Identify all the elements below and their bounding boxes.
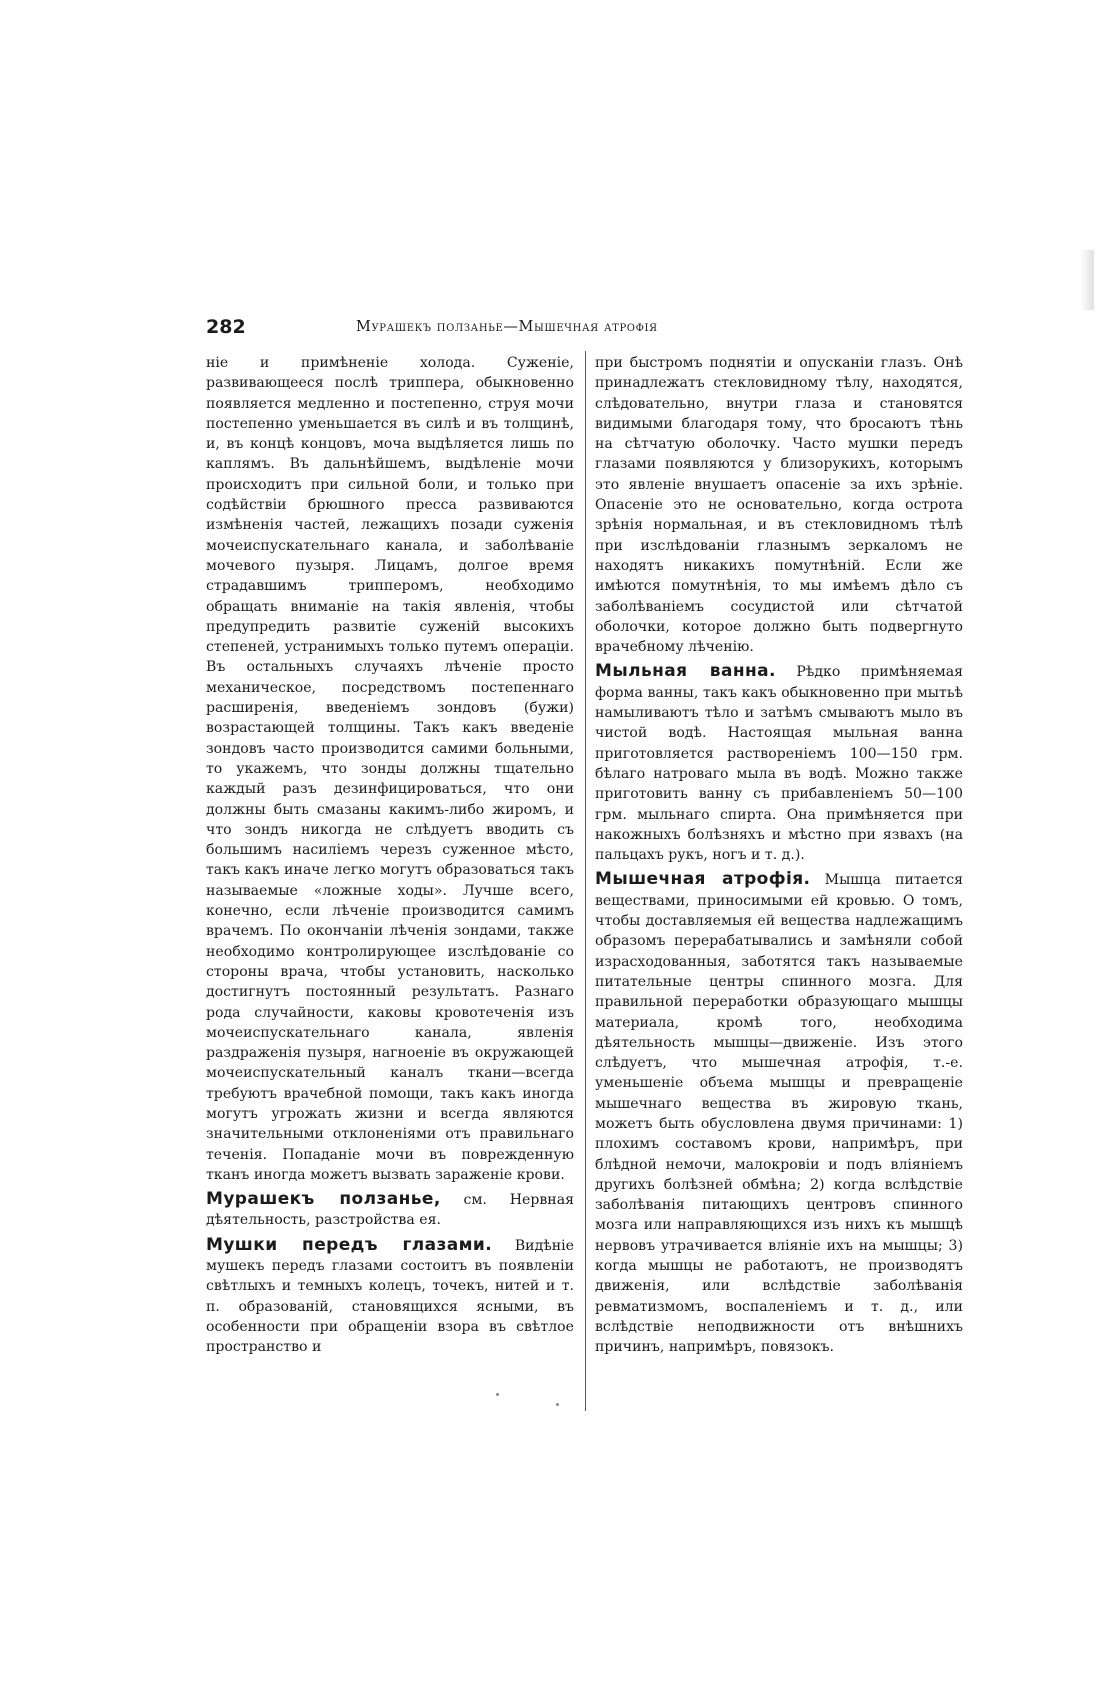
entry-mushki-body: Видѣніе мушекъ передъ глазами состоитъ въ появленіи свѣтлыхъ и темныхъ колецъ, точекъ, нитей и т. п. образованій, становящихся ясными, въ особенности при обращеніи взора въ свѣтлое пространство и <box>206 1237 574 1356</box>
left-column-continuation: ніе и примѣненіе холода. Суженіе, развивающееся послѣ триппера, обыкновенно появляется медленно и постепенно, струя мочи постепенно уменьшается въ силѣ и въ толщинѣ, и, въ концѣ концовъ, моча выдѣляется лишь по каплямъ. Въ дальнѣйшемъ, выдѣленіе мочи происходитъ при сильной боли, и только при содѣйствіи брюшного пресса развиваются измѣненія частей, лежащихъ позади суженія мочеиспускательнаго канала, и заболѣваніе мочевого пузыря. Лицамъ, долгое время страдавшимъ трипперомъ, необходимо обращать вниманіе на такія явленія, чтобы предупредить развитіе суженій высокихъ степеней, устранимыхъ только путемъ операціи. Въ остальныхъ случаяхъ лѣченіе просто механическое, посредствомъ постепеннаго расширенія, введеніемъ зондовъ (бужи) возрастающей толщины. Такъ какъ введеніе зондовъ часто производится самими больными, то укажемъ, что зонды должны тщательно каждый разъ дезинфицироваться, что они должны быть смазаны какимъ-либо жиромъ, и что зондъ никогда не слѣдуетъ вводить съ большимъ насиліемъ черезъ суженное мѣсто, такъ какъ иначе легко могутъ образоваться такъ называемые «ложные ходы». Лучше всего, конечно, если лѣченіе производится самимъ врачемъ. По окончаніи лѣченія зондами, также необходимо контролирующее изслѣдованіе со стороны врача, чтобы установить, насколько достигнутъ постоянный результатъ. Разнаго рода случайности, каковы кровотеченія изъ мочеиспускательнаго канала, явленія раздраженія пузыря, нагноеніе въ окружающей мочеиспускательный каналъ ткани—всегда требуютъ врачебной помощи, такъ какъ иногда могутъ угрожать жизни и всегда являются значительными отклоненіями отъ правильнаго теченія. Попаданіе мочи въ поврежденную тканъ иногда можетъ вызвать зараженіе крови. <box>206 355 574 1183</box>
entry-murashek-body: см. Нервная дѣятельность, разстройства ея. <box>206 1192 574 1229</box>
left-column <box>206 353 574 1358</box>
running-title: Мурашекъ ползанье—Мышечная атрофія <box>356 319 658 335</box>
running-head <box>196 315 976 343</box>
entry-atrofia-body: Мышца питается веществами, приносимыми ей кровью. О томъ, чтобы доставляемыя ей вещества надлежащимъ образомъ перерабатывались и замѣняли собой израсходованныя, заботятся такъ называемые питательные центры спинного мозга. Для правильной переработки образующаго мышцы материала, кромѣ того, необходима дѣятельность мышцы—движеніе. Изъ этого слѣдуетъ, что мышечная атрофія, т.-е. уменьшеніе объема мышцы и превращеніе мышечнаго вещества въ жировую ткань, можетъ быть обусловлена двумя причинами: 1) плохимъ составомъ крови, напримѣръ, при блѣдной немочи, малокровіи и подъ вліяніемъ другихъ болѣзней обмѣна; 2) когда вслѣдствіе заболѣванія питающихъ центровъ спинного мозга или направляющихся изъ нихъ къ мышцѣ нервовъ утрачивается вліяніе ихъ на мышцы; 3) когда мышцы не работаютъ, не производятъ движенія, или вслѣдствіе заболѣванія ревматизмомъ, воспаленіемъ и т. д., или вслѣдствіе неподвижности отъ внѣшнихъ причинъ, напримѣръ, повязокъ. <box>595 872 964 1356</box>
headword-murashek: Мурашекъ ползанье, <box>206 1189 441 1210</box>
headword-mylnaya-vanna: Мыльная ванна. <box>595 661 776 682</box>
headword-myshechnaya-atrofia: Мышечная атрофія. <box>595 869 811 890</box>
entry-mushki-pered-glazami <box>206 1235 574 1358</box>
right-column <box>595 353 963 1358</box>
entry-mylnaya-vanna <box>595 661 963 865</box>
entry-mylnaya-body: Рѣдко примѣняемая форма ванны, такъ какъ обыкновенно при мытьѣ намыливаютъ тѣло и затѣмъ смываютъ мыло въ чистой водѣ. Настоящая мыльная ванна приготовляется раствореніемъ 100—150 грм. бѣлаго натроваго мыла въ водѣ. Можно также приготовить ванну съ прибавленіемъ 50—100 грм. мыльнаго спирта. Она примѣняется при накожныхъ болѣзняхъ и мѣстно при язвахъ (на пальцахъ рукъ, ногъ и т. д.). <box>595 664 963 864</box>
entry-murashek-polzanie <box>206 1189 574 1231</box>
book-page <box>196 315 976 1420</box>
print-speck <box>556 1403 559 1406</box>
scan-edge-shadow <box>1080 250 1094 310</box>
headword-mushki: Мушки передъ глазами. <box>206 1234 493 1255</box>
entry-myshechnaya-atrofia <box>595 869 963 1357</box>
page-number: 282 <box>206 316 246 338</box>
column-divider <box>585 351 586 1411</box>
right-column-continuation: при быстромъ поднятіи и опусканіи глазъ. Онѣ принадлежатъ стекловидному тѣлу, находятся, слѣдовательно, внутри глаза и становятся видимыми благодаря тому, что бросаютъ тѣнь на сѣтчатую оболочку. Часто мушки передъ глазами появляются у близорукихъ, которымъ это явленіе внушаетъ опасеніе за ихъ зрѣніе. Опасеніе это не основательно, когда острота зрѣнія нормальная, и въ стекловидномъ тѣлѣ при изслѣдованіи глазнымъ зеркаломъ не находятъ никакихъ помутнѣній. Если же имѣются помутнѣнія, то мы имѣемъ дѣло съ заболѣваніемъ сосудистой или сѣтчатой оболочки, которое должно быть подвергнуто врачебному лѣченію. <box>595 355 963 656</box>
print-speck <box>496 1393 499 1396</box>
